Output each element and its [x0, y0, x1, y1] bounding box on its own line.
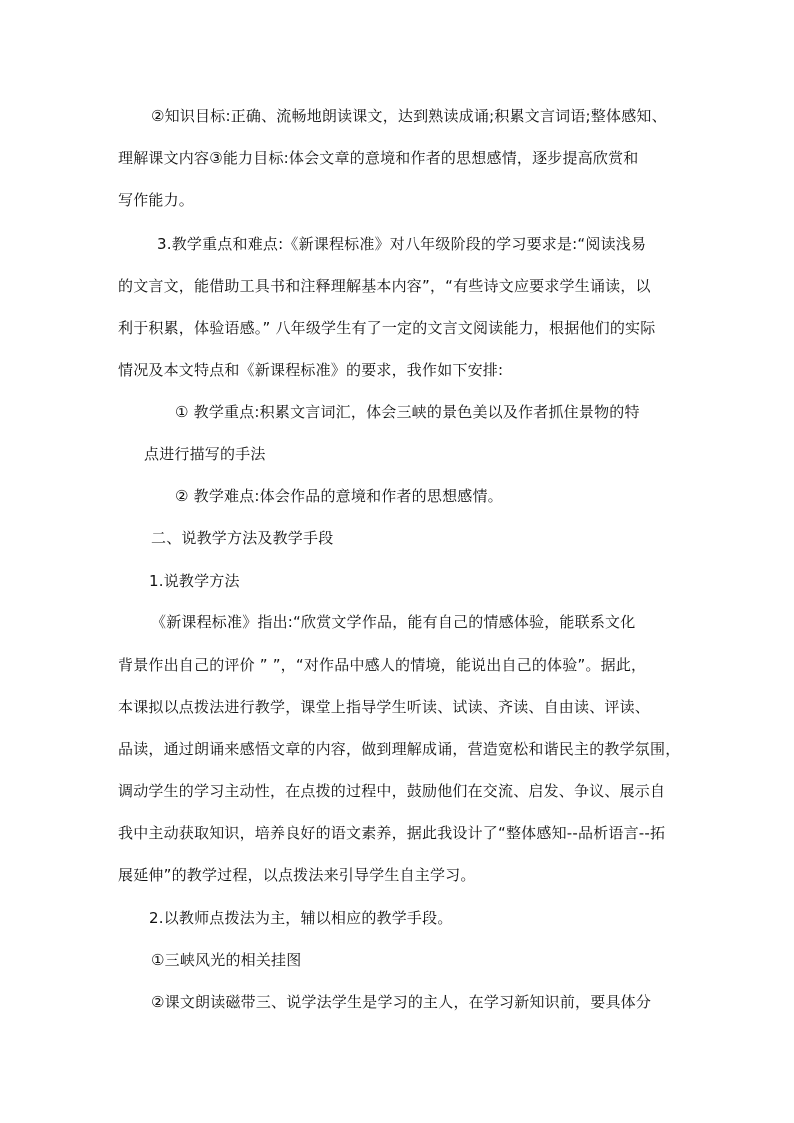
text-line: ②课文朗读磁带三、说学法学生是学习的主人，在学习新知识前，要具体分	[151, 993, 652, 1011]
text-line: 情况及本文特点和《新课程标准》的要求，我作如下安排:	[118, 361, 504, 379]
text-line: 点进行描写的手法	[144, 445, 266, 463]
text-line: 背景作出自己的评价 ” ”，“对作品中感人的情境，能说出自己的体验”。据此，	[118, 656, 647, 674]
text-line: 展延伸”的教学过程，以点拨法来引导学生自主学习。	[118, 866, 476, 884]
text-line: 写作能力。	[118, 191, 195, 209]
text-line: 本课拟以点拨法进行教学，课堂上指导学生听读、试读、齐读、自由读、评读、	[118, 698, 651, 716]
text-line: 品读，通过朗诵来感悟文章的内容，做到理解成诵，营造宽松和谐民主的教学氛围，	[118, 740, 681, 758]
text-line: ②知识目标:正确、流畅地朗读课文，达到熟读成诵;积累文言词语;整体感知、	[151, 107, 667, 125]
text-line: ① 教学重点:积累文言词汇，体会三峡的景色美以及作者抓住景物的特	[175, 403, 640, 421]
section-heading: 二、说教学方法及教学手段	[151, 529, 334, 547]
text-line: 利于积累，体验语感。” 八年级学生有了一定的文言文阅读能力，根据他们的实际	[118, 319, 656, 337]
text-line: ② 教学难点:体会作品的意境和作者的思想感情。	[175, 487, 503, 505]
text-line: 3.教学重点和难点:《新课程标准》对八年级阶段的学习要求是:“阅读浅易	[157, 235, 647, 253]
subsection-heading: 1.说教学方法	[149, 572, 240, 590]
text-line: 理解课文内容③能力目标:体会文章的意境和作者的思想感情，逐步提高欣赏和	[118, 149, 639, 167]
text-line: ①三峡风光的相关挂图	[151, 951, 302, 969]
text-line: 《新课程标准》指出:“欣赏文学作品，能有自己的情感体验，能联系文化	[151, 613, 636, 631]
text-line: 的文言文，能借助工具书和注释理解基本内容”，“有些诗文应要求学生诵读，以	[118, 277, 651, 295]
text-line: 调动学生的学习主动性，在点拨的过程中，鼓励他们在交流、启发、争议、展示自	[118, 782, 666, 800]
text-line: 我中主动获取知识，培养良好的语文素养，据此我设计了“整体感知--品析语言--拓	[118, 824, 666, 842]
subsection-heading: 2.以教师点拨法为主，辅以相应的教学手段。	[149, 909, 453, 927]
